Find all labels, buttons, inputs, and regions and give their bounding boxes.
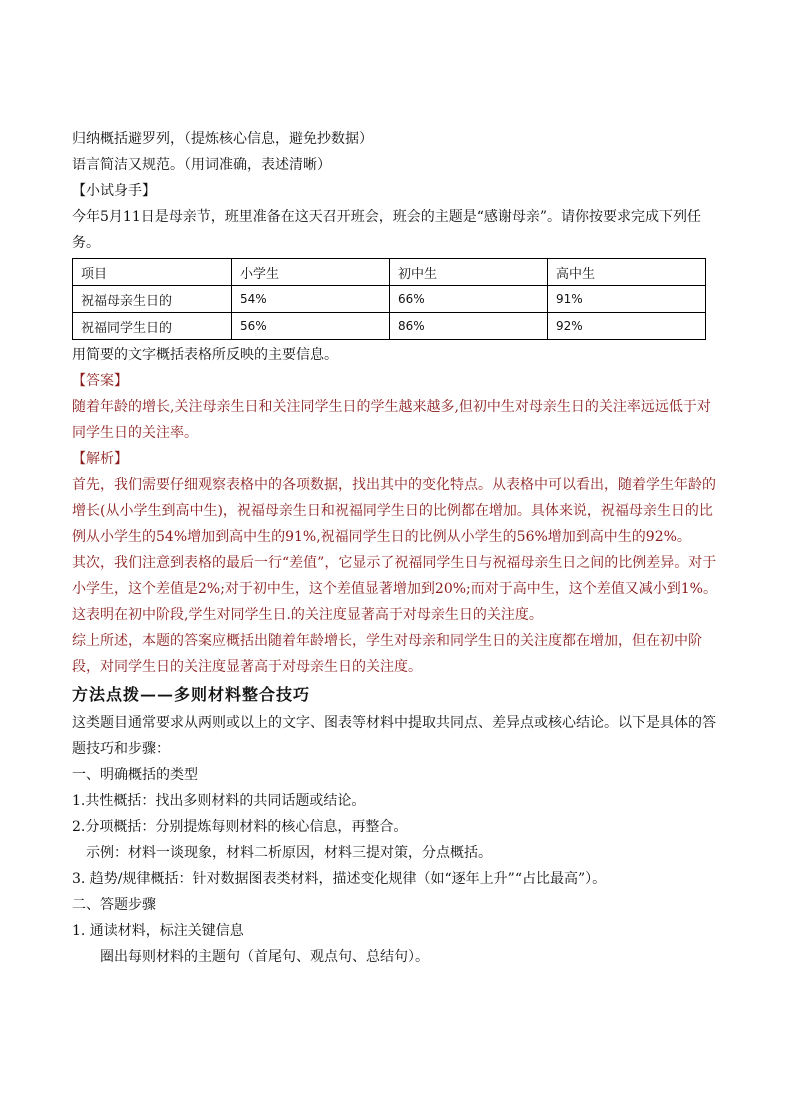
table-cell: 祝福母亲生日的 <box>73 286 232 313</box>
method-intro: 这类题目通常要求从两则或以上的文字、图表等材料中提取共同点、差异点或核心结论。以下是具体的答题技巧和步骤： <box>72 715 716 757</box>
table-cell: 56% <box>232 313 390 340</box>
table-cell: 92% <box>548 313 706 340</box>
intro-line-2: 语言简洁又规范。（用词准确，表述清晰） <box>72 157 331 173</box>
question-text: 用简要的文字概括表格所反映的主要信息。 <box>72 347 338 363</box>
table-cell: 86% <box>390 313 548 340</box>
practice-heading: 【小试身手】 <box>72 183 156 199</box>
example-text: 示例：材料一谈现象，材料二析原因，材料三提对策，分点概括。 <box>86 845 492 861</box>
analysis-paragraph-3: 综上所述，本题的答案应概括出随着年龄增长，学生对母亲和同学生日的关注度都在增加，但在初中阶段，对同学生日的关注度显著高于对母亲生日的关注度。 <box>72 633 702 675</box>
table-header-cell: 高中生 <box>548 259 706 286</box>
table-cell: 66% <box>390 286 548 313</box>
analysis-paragraph-2: 其次，我们注意到表格的最后一行“差值”，它显示了祝福同学生日与祝福母亲生日之间的比例差异。对于小学生，这个差值是2%;对于初中生，这个差值显著增加到20%;而对于高中生，这个差值又减小到1%。这表明在初中阶段,学生对同学生日.的关注度显著高于对母亲生日的关注度。 <box>72 555 717 623</box>
section-heading-2: 二、答题步骤 <box>72 897 156 913</box>
list-item: 3. 趋势/规律概括：针对数据图表类材料，描述变化规律（如“逐年上升”“占比最高”）。 <box>72 871 607 887</box>
table-header-cell: 初中生 <box>390 259 548 286</box>
table-cell: 91% <box>548 286 706 313</box>
analysis-paragraph-1: 首先，我们需要仔细观察表格中的各项数据，找出其中的变化特点。从表格中可以看出，随着学生年龄的增长(从小学生到高中生)，祝福母亲生日和祝福同学生日的比例都在增加。具体来说，祝福母亲生日的比例从小学生的54%增加到高中生的91%,祝福同学生日的比例从小学生的56%增加到高中生的92%。 <box>72 477 716 545</box>
analysis-label: 【解析】 <box>72 451 128 467</box>
answer-label: 【答案】 <box>72 373 128 389</box>
table-cell: 54% <box>232 286 390 313</box>
document-page <box>72 126 720 970</box>
table-header-row <box>73 259 706 286</box>
table-row <box>73 286 706 313</box>
list-item: 2.分项概括：分别提炼每则材料的核心信息，再整合。 <box>72 819 408 835</box>
table-header-cell: 小学生 <box>232 259 390 286</box>
survey-table <box>72 258 706 340</box>
intro-line-1: 归纳概括避罗列，（提炼核心信息，避免抄数据） <box>72 131 373 147</box>
method-title: 方法点拨——多则材料整合技巧 <box>72 685 311 704</box>
section-heading-1: 一、明确概括的类型 <box>72 767 198 783</box>
table-row <box>73 313 706 340</box>
step-item: 1. 通读材料，标注关键信息 <box>72 923 244 939</box>
table-header-cell: 项目 <box>73 259 232 286</box>
answer-text: 随着年龄的增长,关注母亲生日和关注同学生日的学生越来越多,但初中生对母亲生日的关注率远远低于对同学生日的关注率。 <box>72 399 711 441</box>
task-text: 今年5月11日是母亲节，班里准备在这天召开班会，班会的主题是“感谢母亲”。请你按要求完成下列任务。 <box>72 209 702 251</box>
list-item: 1.共性概括：找出多则材料的共同话题或结论。 <box>72 793 366 809</box>
table-cell: 祝福同学生日的 <box>73 313 232 340</box>
step-detail: 圈出每则材料的主题句（首尾句、观点句、总结句）。 <box>100 949 429 965</box>
